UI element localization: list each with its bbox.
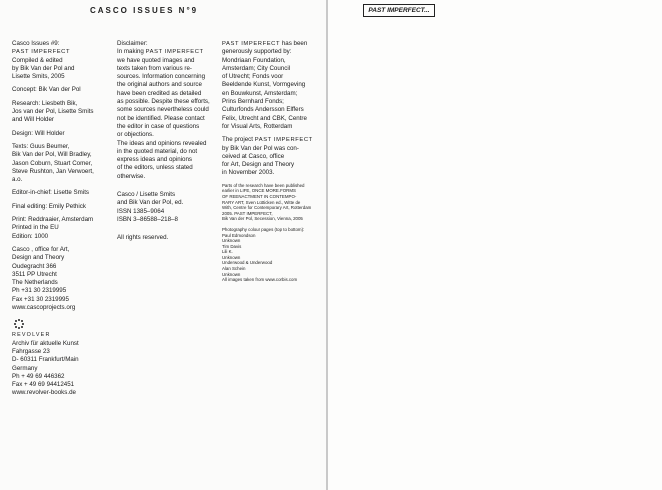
design-line: Design: Will Holder (12, 129, 65, 137)
disclaimer-line-8: some sources nevertheless could (117, 106, 209, 114)
compiled-by-line: by Bik Van der Pol and (12, 64, 75, 72)
casco-fax: Fax +31 30 2319995 (12, 295, 69, 303)
disclaimer-line-4: sources. Information concerning (117, 73, 206, 81)
printed-line: Printed in the EU (12, 224, 59, 232)
support-line-10: Felix, Utrecht and CBK, Centre (222, 114, 307, 122)
photo-credit-6: Underwood & Underwood (222, 260, 273, 266)
disclaimer-line-5: the original authors and source (117, 81, 202, 89)
support-line-6: Beeldende Kunst, Vormgeving (222, 81, 306, 89)
colophon-column-3 (222, 40, 324, 283)
photo-credit-3: Tim Davis (222, 243, 242, 249)
disclaimer-line-6: have been credited as detailed (117, 89, 202, 97)
revolver-fax: Fax + 49 69 94412451 (12, 381, 75, 389)
photo-credit-8: Unknown (222, 271, 241, 277)
disclaimer-line-14: express ideas and opinions (117, 156, 192, 164)
issue-line: Casco Issues #9: (12, 40, 60, 47)
support-line-9: Culturfonds Andersson Elffers (222, 106, 304, 114)
support-line-11: for Visual Arts, Rotterdam (222, 122, 293, 130)
revolver-line-3: D- 60311 Frankfurt/Main (12, 356, 79, 364)
project-line-4: for Art, Design and Theory (222, 161, 295, 169)
research-note (222, 183, 324, 222)
project-line-1 (222, 136, 324, 144)
research-note-1: Parts of the research have been published (222, 182, 305, 188)
final-editing-line: Final editing: Emily Pethick (12, 202, 86, 210)
research-line-1: Research: Liesbeth Bik, (12, 99, 78, 107)
texts-line-1: Texts: Guus Beumer, (12, 142, 70, 150)
research-line-2: Jos van der Pol, Lisette Smits (12, 108, 94, 116)
edition-line: Edition: 1000 (12, 232, 49, 240)
running-header (90, 6, 198, 15)
revolver-logo-icon (14, 319, 24, 329)
photo-credits-source: All images taken from www.corbis.com (222, 277, 298, 283)
support-line-7: en Bouwkunst, Amsterdam; (222, 89, 298, 97)
rights-line: All rights reserved. (117, 234, 169, 242)
disclaimer-line-1 (117, 48, 217, 56)
research-note-4: RARY ART, Sven Lütticken ed., Witte de (222, 199, 301, 205)
disclaimer-line-9: not be identified. Please contact (117, 114, 205, 122)
research-line-3: and Will Holder (12, 116, 54, 124)
support-line-8: Prins Bernhard Fonds; (222, 98, 284, 106)
disclaimer-line-3: texts taken from various re- (117, 64, 192, 72)
disclaimer-line-10: the editor in case of questions (117, 122, 200, 130)
research-note-6: 2005. PAST IMPERFECT, (222, 210, 273, 216)
photo-credit-1: Paul Edmondson (222, 232, 256, 238)
support-line-3: Mondriaan Foundation, (222, 56, 286, 64)
compiled-line: Compiled & edited (12, 56, 63, 64)
revolver-name: REVOLVER (12, 332, 51, 339)
disclaimer-in-making: In making (117, 48, 144, 56)
casco-address-4: 3511 PP Utrecht (12, 270, 57, 278)
issue-title: PAST IMPERFECT (12, 49, 71, 56)
casco-address-5: The Netherlands (12, 279, 58, 287)
support-has-been: has been (281, 40, 308, 47)
right-page (328, 0, 662, 490)
support-title: PAST IMPERFECT (222, 41, 281, 47)
support-line-1 (222, 40, 324, 48)
revolver-phone: Ph + 49 69 446362 (12, 372, 65, 380)
support-line-4: Amsterdam; City Council (222, 64, 291, 72)
casco-phone: Ph +31 30 2319995 (12, 287, 67, 295)
editor-line: Editor-in-chief: Lisette Smits (12, 189, 90, 197)
disclaimer-title: PAST IMPERFECT (145, 49, 204, 56)
colophon-column-1 (12, 40, 104, 398)
isbn-line: ISBN 3–86588–218–8 (117, 215, 178, 223)
texts-line-4: Steve Rushton, Jan Verwoert, a.o. (12, 167, 94, 184)
support-line-2: generously supported by: (222, 48, 292, 56)
photo-credits (222, 227, 324, 283)
past-imperfect-tag: PAST IMPERFECT... (363, 4, 435, 17)
disclaimer-line-7: as possible. Despite these efforts, (117, 98, 210, 106)
casco-address-3: Oudegracht 366 (12, 262, 57, 270)
revolver-website: www.revolver-books.de (12, 389, 76, 397)
revolver-line-4: Germany (12, 364, 38, 372)
disclaimer-line-12: The ideas and opinions revealed (117, 139, 207, 147)
casco-website: www.cascoprojects.org (12, 304, 76, 312)
project-line-3: ceived at Casco, office (222, 152, 285, 160)
project-line-5: in November 2003. (222, 169, 275, 177)
credit-line-1: Casco / Lisette Smits (117, 191, 176, 199)
photo-credit-7: Alan Schein (222, 266, 246, 272)
texts-line-3: Jason Coburn, Stuart Comer, (12, 159, 93, 167)
photo-credit-4: Lili K. (222, 249, 233, 255)
header-title: CASCO ISSUES N°9 (90, 6, 199, 15)
print-line: Print: Reddraaier, Amsterdam (12, 216, 94, 224)
texts-line-2: Bik Van der Pol, Will Bradley, (12, 151, 92, 159)
disclaimer-line-2: we have quoted images and (117, 56, 195, 64)
project-title: PAST IMPERFECT (254, 137, 313, 144)
disclaimer-heading: Disclaimer: (117, 40, 148, 47)
photo-credits-heading: Photography colour pages (top to bottom): (222, 226, 305, 232)
photo-credit-5: Unknown (222, 254, 241, 260)
disclaimer-line-13: in the quoted material, do not (117, 147, 198, 155)
disclaimer-line-15: of the editors, unless stated (117, 164, 193, 172)
support-line-5: of Utrecht; Fonds voor (222, 73, 284, 81)
compiled-year-line: Lisette Smits, 2005 (12, 73, 65, 81)
photo-credit-2: Unknown (222, 238, 241, 244)
project-the-project: The project (222, 136, 253, 144)
research-note-3: OF REENACTMENT IN CONTEMPO- (222, 193, 297, 199)
disclaimer-line-16: otherwise. (117, 172, 146, 180)
disclaimer-line-11: or objections. (117, 131, 154, 139)
research-note-2: earlier in LIFE, ONCE MORE.FORMS (222, 188, 296, 194)
revolver-line-1: Archiv für aktuelle Kunst (12, 339, 79, 347)
casco-address-1: Casco , office for Art, (12, 245, 70, 253)
research-note-5: With, Centre for Contemporary Art, Rotterdam (222, 205, 312, 211)
research-note-7: Bik Van der Pol, Secession, Vienna, 2005 (222, 216, 303, 222)
colophon-column-2 (117, 40, 217, 243)
project-line-2: by Bik Van der Pol was con- (222, 144, 299, 152)
casco-address-2: Design and Theory (12, 254, 65, 262)
credit-line-2: and Bik Van der Pol, ed. (117, 199, 184, 207)
issn-line: ISSN 1385–9064 (117, 207, 165, 215)
revolver-line-2: Fahrgasse 23 (12, 347, 50, 355)
concept-line: Concept: Bik Van der Pol (12, 86, 81, 94)
